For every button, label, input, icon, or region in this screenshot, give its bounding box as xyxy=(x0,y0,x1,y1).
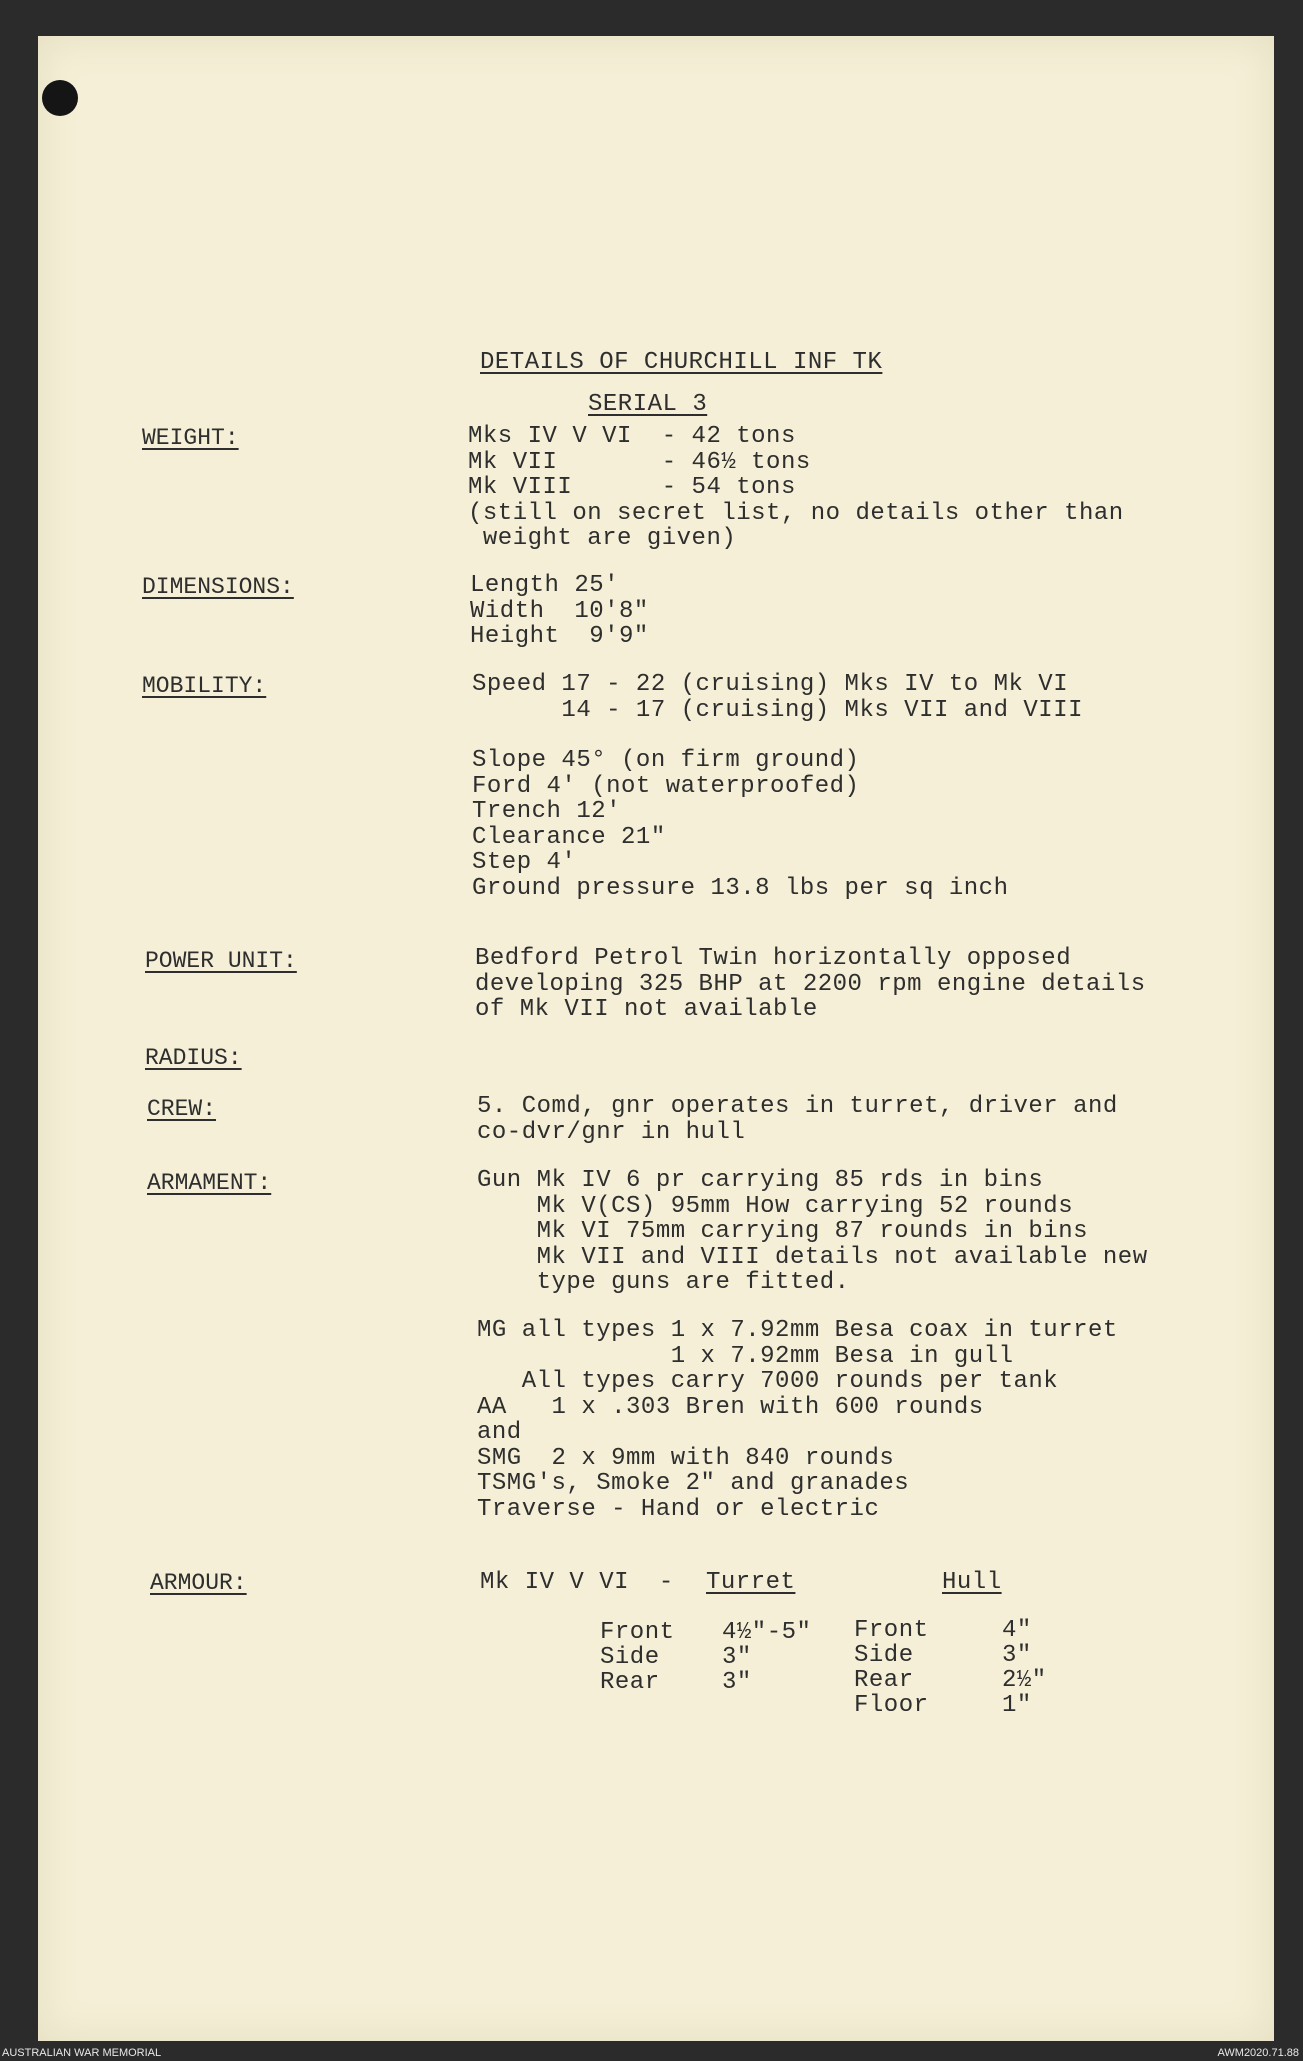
power-line: developing 325 BHP at 2200 rpm engine details xyxy=(475,970,1146,998)
hull-value: 2½" xyxy=(1002,1667,1047,1694)
hull-value: 3" xyxy=(1002,1642,1032,1669)
armament-line: 1 x 7.92mm Besa in gull xyxy=(477,1342,1014,1370)
turret-value: 3" xyxy=(722,1669,752,1696)
hull-value: 4" xyxy=(1002,1617,1032,1644)
armour-turret-heading: Turret xyxy=(706,1569,796,1596)
hull-part: Rear xyxy=(854,1667,914,1694)
armament-line: Traverse - Hand or electric xyxy=(477,1495,880,1523)
hull-value: 1" xyxy=(1002,1692,1032,1719)
dimension-line: Width 10'8" xyxy=(470,597,649,625)
mobility-details xyxy=(472,748,1008,901)
dimension-line: Height 9'9" xyxy=(470,623,649,650)
weight-line: weight are given) xyxy=(468,525,737,552)
weight-details xyxy=(468,424,1124,552)
mobility-label: MOBILITY: xyxy=(142,673,267,699)
crew-line: 5. Comd, gnr operates in turret, driver and xyxy=(477,1093,1118,1120)
turret-value: 4½"-5" xyxy=(722,1619,812,1646)
armament-label: ARMAMENT: xyxy=(147,1170,272,1196)
mobility-line: Clearance 21" xyxy=(472,823,666,851)
hull-part: Front xyxy=(854,1617,929,1644)
turret-part: Rear xyxy=(600,1669,660,1696)
dimension-line: Length 25' xyxy=(470,572,620,599)
mobility-line: Ford 4' (not waterproofed) xyxy=(472,772,860,800)
power-line: Bedford Petrol Twin horizontally opposed xyxy=(475,945,1072,972)
power-unit-label: POWER UNIT: xyxy=(145,948,297,974)
hull-part: Side xyxy=(854,1642,914,1669)
mobility-line: Step 4' xyxy=(472,849,577,876)
weight-line: Mk VIII - 54 tons xyxy=(468,474,796,501)
mobility-line: Trench 12' xyxy=(472,798,622,825)
hull-part: Floor xyxy=(854,1692,929,1719)
crew-details xyxy=(477,1094,1118,1145)
crew-label: CREW: xyxy=(147,1096,217,1122)
mobility-line: Speed 17 - 22 (cruising) Mks IV to Mk VI xyxy=(472,671,1069,698)
mobility-line: Slope 45° (on firm ground) xyxy=(472,747,860,774)
armament-mg xyxy=(477,1318,1118,1522)
turret-value: 3" xyxy=(722,1644,752,1671)
mobility-line: Ground pressure 13.8 lbs per sq inch xyxy=(472,874,1009,902)
power-unit-details xyxy=(475,946,1146,1023)
power-line: of Mk VII not available xyxy=(475,996,818,1023)
weight-line: (still on secret list, no details other than xyxy=(468,499,1124,527)
document-title: DETAILS OF CHURCHILL INF TK xyxy=(480,349,883,376)
crew-line: co-dvr/gnr in hull xyxy=(477,1118,746,1146)
footer-right: AWM2020.71.88 xyxy=(1217,2047,1299,2059)
armament-line: Mk V(CS) 95mm How carrying 52 rounds xyxy=(477,1192,1074,1220)
armour-hull-heading: Hull xyxy=(942,1569,1002,1596)
armament-line: type guns are fitted. xyxy=(477,1269,850,1296)
turret-part: Side xyxy=(600,1644,660,1671)
armour-label: ARMOUR: xyxy=(150,1570,247,1596)
armament-guns xyxy=(477,1168,1148,1296)
armament-line: All types carry 7000 rounds per tank xyxy=(477,1368,1059,1395)
armament-line: Mk VII and VIII details not available new xyxy=(477,1243,1148,1271)
mobility-line: 14 - 17 (cruising) Mks VII and VIII xyxy=(472,696,1083,724)
weight-line: Mk VII - 46½ tons xyxy=(468,448,811,476)
armament-line: TSMG's, Smoke 2" and granades xyxy=(477,1470,910,1497)
armament-line: MG all types 1 x 7.92mm Besa coax in turret xyxy=(477,1317,1118,1344)
weight-line: Mks IV V VI - 42 tons xyxy=(468,423,796,450)
armament-line: Mk VI 75mm carrying 87 rounds in bins xyxy=(477,1218,1088,1245)
dimensions-label: DIMENSIONS: xyxy=(142,574,294,600)
punch-hole xyxy=(42,80,78,116)
dimensions-details xyxy=(470,573,649,650)
armament-line: Gun Mk IV 6 pr carrying 85 rds in bins xyxy=(477,1167,1044,1194)
armour-mk-heading: Mk IV V VI - xyxy=(480,1569,674,1596)
armament-line: SMG 2 x 9mm with 840 rounds xyxy=(477,1444,895,1472)
radius-label: RADIUS: xyxy=(145,1045,242,1071)
footer-left: AUSTRALIAN WAR MEMORIAL xyxy=(2,2047,162,2059)
weight-label: WEIGHT: xyxy=(142,425,239,451)
turret-part: Front xyxy=(600,1619,675,1646)
armament-line: and xyxy=(477,1419,522,1446)
armament-line: AA 1 x .303 Bren with 600 rounds xyxy=(477,1393,984,1421)
document-page xyxy=(38,36,1274,2041)
serial-number: SERIAL 3 xyxy=(588,391,708,418)
mobility-speed xyxy=(472,672,1083,723)
